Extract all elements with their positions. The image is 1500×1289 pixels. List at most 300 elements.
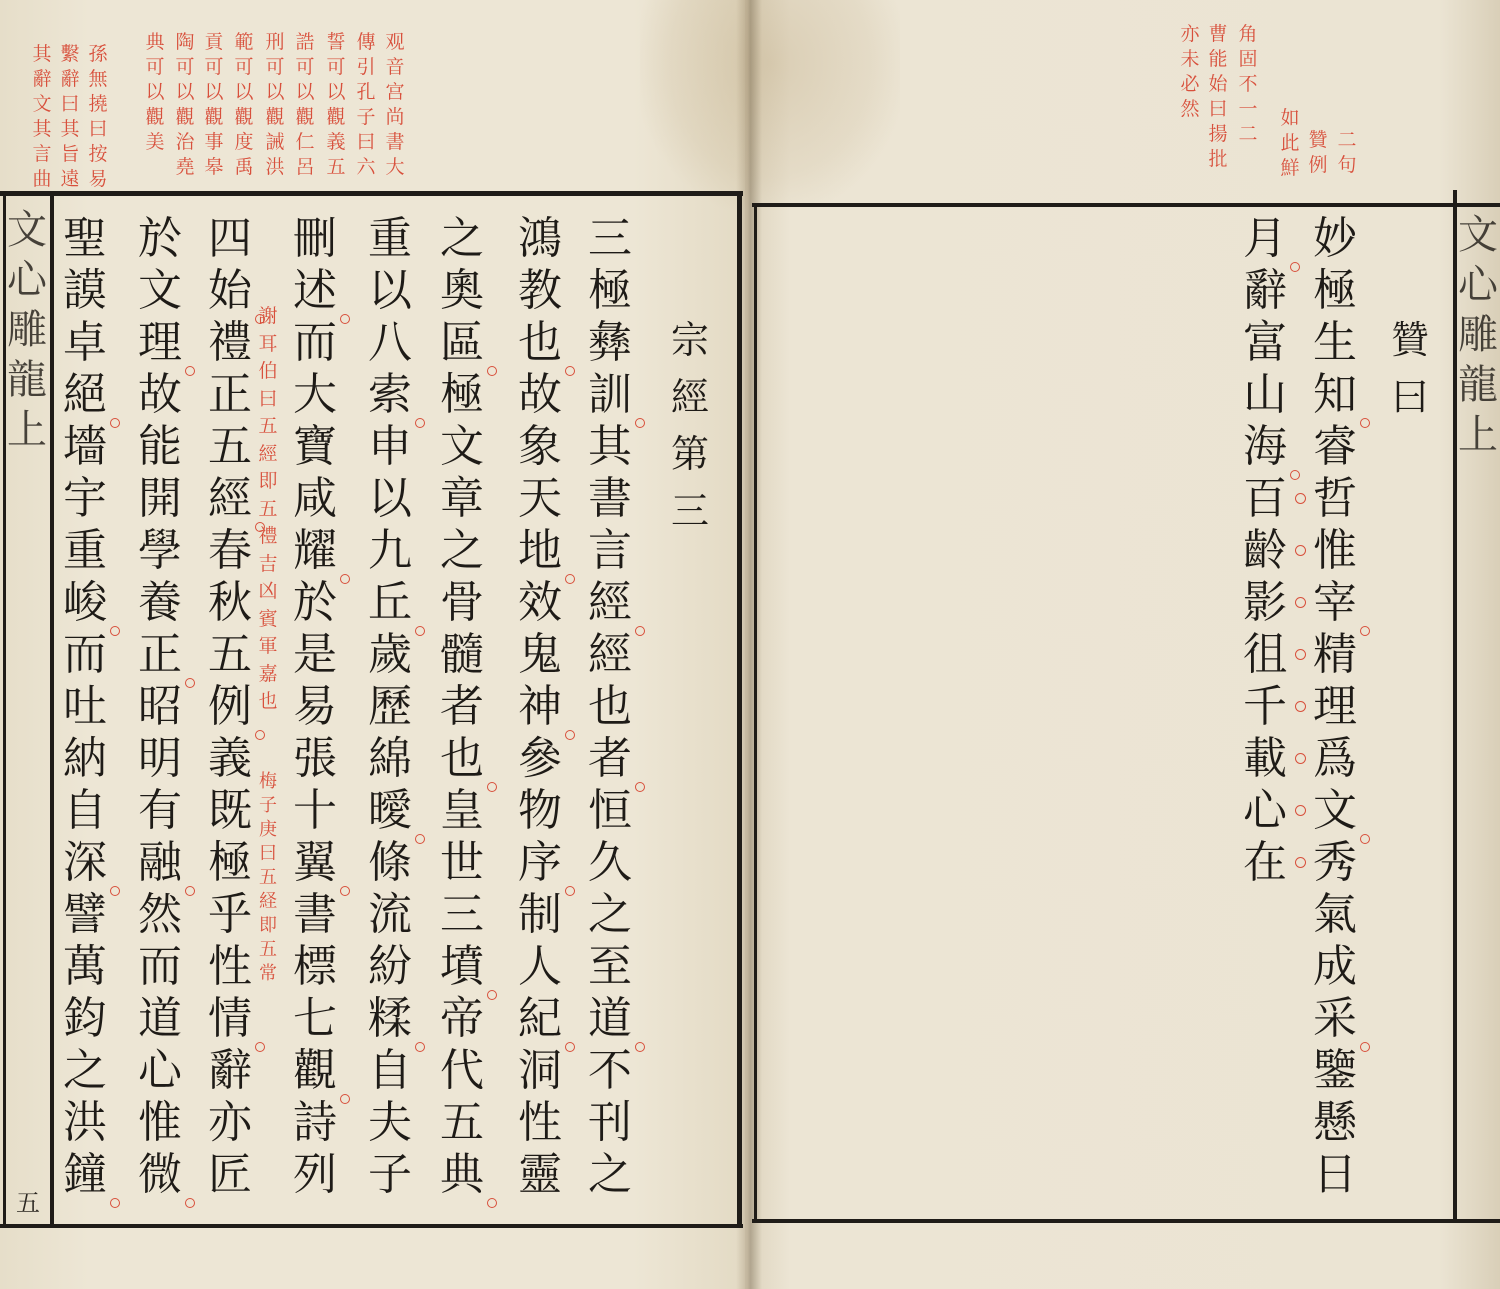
character: 能	[1208, 48, 1228, 70]
character: 文	[1305, 785, 1365, 837]
character: 仁	[295, 131, 315, 153]
character: 觀	[234, 106, 254, 128]
character: 三	[670, 489, 709, 533]
character: 之	[588, 889, 632, 940]
character: 度	[234, 131, 254, 153]
character: 觀	[145, 106, 165, 128]
text-column-3	[432, 213, 492, 1201]
character: 知	[1305, 369, 1365, 421]
character: 誓	[326, 31, 346, 53]
character: 養	[138, 577, 182, 628]
character: 觀	[326, 106, 346, 128]
character: 糅	[360, 993, 420, 1045]
character: 遠	[60, 168, 80, 190]
character: 凶	[258, 580, 278, 602]
character: 易	[293, 681, 337, 732]
character: 曲	[32, 168, 52, 190]
character: 子	[368, 1149, 412, 1200]
text-column-5	[285, 213, 345, 1201]
character: 其	[32, 118, 52, 140]
character: 納	[63, 733, 107, 784]
character: 紛	[368, 941, 412, 992]
character: 物	[518, 785, 562, 836]
character: 象	[518, 421, 562, 472]
character: 曰	[88, 118, 108, 140]
punctuation-circle	[110, 1198, 120, 1208]
character: 徂	[1235, 629, 1295, 681]
top-annotation-right-2	[1304, 128, 1332, 178]
character: 撓	[88, 93, 108, 115]
text-column-8	[55, 213, 115, 1201]
character: 丘	[360, 577, 420, 629]
character: 制	[518, 889, 562, 940]
character: 鮮	[1280, 157, 1300, 179]
character: 五	[326, 156, 346, 178]
character: 者	[440, 681, 484, 732]
character: 第	[670, 432, 709, 476]
character: 其	[588, 421, 632, 472]
zan-column-2	[1235, 213, 1295, 889]
top-annotation-left-1	[381, 30, 409, 180]
character: 以	[204, 81, 224, 103]
character: 軍	[258, 635, 278, 657]
character: 曰	[60, 93, 80, 115]
left-bottom-rule	[0, 1224, 743, 1228]
right-margin-rule	[1453, 190, 1457, 1221]
character: 嘉	[258, 662, 278, 685]
character: 三	[440, 889, 484, 940]
character: 經	[258, 442, 278, 465]
character: 日	[1313, 1149, 1357, 1200]
character: 龍	[1458, 362, 1498, 408]
character: 始	[1208, 73, 1228, 95]
character: 宰	[1305, 577, 1365, 629]
character: 孫	[88, 43, 108, 65]
right-margin-title	[1458, 210, 1498, 460]
character: 地	[510, 525, 570, 577]
character: 彝	[588, 317, 632, 368]
character: 以	[368, 265, 412, 316]
character: 謨	[63, 265, 107, 316]
character: 刪	[293, 213, 337, 264]
character: 心	[138, 1045, 182, 1096]
character: 睿	[1313, 421, 1357, 472]
character: 山	[1243, 369, 1287, 420]
character: 天	[518, 473, 562, 524]
character: 五	[440, 1097, 484, 1148]
character: 八	[368, 317, 412, 368]
character: 咸	[293, 473, 337, 524]
character: 至	[588, 941, 632, 992]
character: 其	[32, 43, 52, 65]
character: 微	[130, 1149, 190, 1201]
character: 紀	[510, 993, 570, 1045]
character: 曰	[1390, 375, 1429, 419]
top-annotation-right-1	[1333, 128, 1361, 178]
character: 極	[588, 265, 632, 316]
character: 心	[1458, 262, 1498, 308]
character: 呂	[295, 156, 315, 178]
character: 恒	[588, 785, 632, 836]
character: 富	[1243, 317, 1287, 368]
character: 观	[385, 31, 405, 53]
character: 影	[1235, 577, 1295, 629]
character: 固	[1238, 48, 1258, 70]
character: 千	[1235, 681, 1295, 733]
punctuation-circle	[185, 1198, 195, 1208]
character: 參	[518, 733, 562, 784]
character: 以	[145, 81, 165, 103]
character: 故	[138, 369, 182, 420]
character: 洪	[63, 1097, 107, 1148]
character: 七	[293, 993, 337, 1044]
character: 経	[259, 891, 277, 912]
character: 精	[1313, 629, 1357, 680]
character: 夫	[368, 1097, 412, 1148]
character: 重	[368, 213, 412, 264]
character: 昭	[138, 681, 182, 732]
character: 哲	[1313, 473, 1357, 524]
character: 鈞	[63, 993, 107, 1044]
character: 旨	[60, 143, 80, 165]
character: 義	[208, 733, 252, 784]
left-right-rule	[737, 193, 742, 1227]
character: 道	[138, 993, 182, 1044]
character: 可	[265, 56, 285, 78]
character: 曰	[259, 843, 277, 864]
character: 可	[234, 56, 254, 78]
top-annotation-right-5	[1204, 22, 1232, 172]
character: 以	[265, 81, 285, 103]
emphasis-circle	[1295, 857, 1306, 868]
character: 經	[588, 629, 632, 680]
character: 無	[88, 68, 108, 90]
character: 吐	[63, 681, 107, 732]
character: 之	[63, 1045, 107, 1096]
character: 五	[258, 415, 278, 437]
character: 可	[145, 56, 165, 78]
character: 曰	[258, 387, 278, 410]
character: 洪	[265, 156, 285, 178]
character: 鑒	[1313, 1045, 1357, 1096]
character: 人	[518, 941, 562, 992]
character: 五	[259, 939, 277, 960]
character: 宇	[63, 473, 107, 524]
character: 也	[258, 690, 278, 712]
character: 翼	[285, 837, 345, 889]
character: 言	[32, 143, 52, 165]
character: 未	[1180, 48, 1200, 70]
chapter-title	[660, 312, 720, 540]
character: 氣	[1313, 889, 1357, 940]
character: 鐘	[55, 1149, 115, 1201]
character: 而	[293, 317, 337, 368]
top-annotation-left-11	[56, 42, 84, 192]
text-column-2	[510, 213, 570, 1201]
character: 標	[293, 941, 337, 992]
character: 於	[293, 577, 337, 628]
character: 禮	[258, 525, 278, 547]
character: 子	[259, 795, 277, 816]
character: 自	[63, 785, 107, 836]
character: 美	[145, 131, 165, 153]
character: 代	[440, 1045, 484, 1096]
character: 辭	[208, 1045, 252, 1096]
character: 訓	[580, 369, 640, 421]
character: 正	[130, 629, 190, 681]
character: 辭	[60, 68, 80, 90]
character: 深	[55, 837, 115, 889]
character: 孔	[356, 81, 376, 103]
character: 禹	[234, 156, 254, 178]
character: 三	[588, 213, 632, 264]
character: 惟	[138, 1097, 182, 1148]
character: 陶	[175, 31, 195, 53]
character: 不	[588, 1045, 632, 1096]
character: 大	[293, 369, 337, 420]
character: 條	[368, 837, 412, 888]
character: 張	[293, 733, 337, 784]
character: 於	[138, 213, 182, 264]
character: 月	[1235, 213, 1295, 265]
character: 理	[1313, 681, 1357, 732]
text-column-7	[130, 213, 190, 1201]
character: 序	[510, 837, 570, 889]
character: 之	[440, 525, 484, 576]
top-annotation-left-9	[141, 30, 169, 155]
character: 宫	[385, 81, 405, 103]
character: 融	[130, 837, 190, 889]
character: 書	[588, 473, 632, 524]
character: 引	[356, 56, 376, 78]
character: 齡	[1235, 525, 1295, 577]
character: 四	[208, 213, 252, 264]
character: 神	[510, 681, 570, 733]
character: 既	[208, 785, 252, 836]
character: 典	[145, 31, 165, 53]
character: 刊	[588, 1097, 632, 1148]
character: 始	[200, 265, 260, 317]
character: 帝	[440, 993, 484, 1044]
character: 譬	[63, 889, 107, 940]
character: 可	[175, 56, 195, 78]
character: 如	[1280, 107, 1300, 129]
character: 惟	[1313, 525, 1357, 576]
character: 以	[175, 81, 195, 103]
character: 五	[208, 629, 252, 680]
character: 歲	[368, 629, 412, 680]
character: 成	[1313, 941, 1357, 992]
character: 效	[518, 577, 562, 628]
character: 開	[138, 473, 182, 524]
character: 申	[368, 421, 412, 472]
character: 六	[356, 156, 376, 178]
character: 歷	[368, 681, 412, 732]
character: 寶	[293, 421, 337, 472]
character: 教	[518, 265, 562, 316]
character: 然	[138, 889, 182, 940]
character: 心	[1235, 785, 1295, 837]
character: 九	[368, 525, 412, 576]
character: 載	[1235, 733, 1295, 785]
character: 典	[432, 1149, 492, 1201]
character: 也	[588, 681, 632, 732]
character: 即	[258, 470, 278, 492]
character: 耀	[285, 525, 345, 577]
character: 也	[432, 733, 492, 785]
character: 然	[1180, 98, 1200, 120]
character: 經	[580, 577, 640, 629]
character: 久	[588, 837, 632, 888]
character: 龍	[7, 357, 47, 403]
character: 子	[356, 106, 376, 128]
character: 墻	[63, 421, 107, 472]
character: 例	[200, 681, 260, 733]
character: 可	[204, 56, 224, 78]
character: 亦	[1180, 23, 1200, 45]
character: 謝	[258, 305, 278, 327]
zan-heading	[1380, 312, 1440, 426]
top-annotation-right-4	[1234, 22, 1262, 147]
character: 述	[285, 265, 345, 317]
character: 吉	[258, 552, 278, 575]
character: 經	[670, 375, 709, 419]
character: 庚	[259, 819, 277, 840]
character: 觀	[285, 1045, 345, 1097]
character: 是	[293, 629, 337, 680]
character: 言	[588, 525, 632, 576]
character: 曖	[360, 785, 420, 837]
character: 上	[7, 407, 47, 453]
top-annotation-left-4	[291, 30, 319, 180]
character: 觀	[295, 106, 315, 128]
text-column-4	[360, 213, 420, 1201]
character: 秀	[1313, 837, 1357, 888]
page-number: 五	[16, 1189, 40, 1217]
character: 懸	[1313, 1097, 1357, 1148]
character: 義	[326, 131, 346, 153]
character: 雕	[1458, 312, 1498, 358]
character: 曹	[1208, 23, 1228, 45]
character: 正	[208, 369, 252, 420]
character: 辭	[32, 68, 52, 90]
character: 五	[259, 867, 277, 888]
character: 鬼	[518, 629, 562, 680]
character: 誥	[295, 31, 315, 53]
character: 區	[432, 317, 492, 369]
character: 易	[88, 168, 108, 190]
character: 此	[1280, 132, 1300, 154]
character: 生	[1313, 317, 1357, 368]
character: 文	[7, 207, 47, 253]
character: 批	[1208, 148, 1228, 170]
character: 以	[234, 81, 254, 103]
character: 二	[1238, 123, 1258, 145]
character: 二	[1337, 129, 1357, 151]
character: 峻	[55, 577, 115, 629]
character: 音	[385, 56, 405, 78]
character: 按	[88, 143, 108, 165]
character: 繫	[60, 43, 80, 65]
character: 誡	[265, 131, 285, 153]
character: 之	[440, 213, 484, 264]
emphasis-circle	[1295, 545, 1306, 556]
character: 心	[7, 257, 47, 303]
emphasis-circle	[1295, 597, 1306, 608]
character: 雕	[7, 307, 47, 353]
inline-annotation-2	[255, 770, 281, 986]
character: 故	[518, 369, 562, 420]
top-annotation-left-6	[230, 30, 258, 180]
left-margin-rule	[50, 193, 54, 1227]
character: 範	[234, 31, 254, 53]
character: 亦	[208, 1097, 252, 1148]
top-annotation-left-10	[84, 42, 112, 192]
character: 文	[32, 93, 52, 115]
character: 在	[1235, 837, 1295, 889]
character: 極	[440, 369, 484, 420]
left-margin-title	[5, 205, 49, 455]
character: 列	[293, 1149, 337, 1200]
character: 世	[440, 837, 484, 888]
character: 其	[60, 118, 80, 140]
character: 角	[1238, 23, 1258, 45]
character: 海	[1235, 421, 1295, 473]
character: 事	[204, 131, 224, 153]
character: 也	[510, 317, 570, 369]
character: 可	[326, 56, 346, 78]
character: 贊	[1308, 129, 1328, 151]
top-annotation-left-7	[200, 30, 228, 180]
character: 能	[138, 421, 182, 472]
character: 采	[1305, 993, 1365, 1045]
emphasis-circle	[1295, 753, 1306, 764]
character: 傳	[356, 31, 376, 53]
character: 禮	[208, 317, 252, 368]
character: 觀	[265, 106, 285, 128]
character: 貢	[204, 31, 224, 53]
character: 五	[258, 497, 278, 520]
character: 性	[208, 941, 252, 992]
character: 秋	[208, 577, 252, 628]
character: 以	[295, 81, 315, 103]
character: 文	[1458, 212, 1498, 258]
character: 奧	[440, 265, 484, 316]
character: 章	[440, 473, 484, 524]
character: 五	[208, 421, 252, 472]
punctuation-circle	[487, 1198, 497, 1208]
character: 梅	[259, 771, 277, 792]
character: 例	[1308, 154, 1328, 176]
water-stain	[640, 0, 900, 210]
character: 可	[295, 56, 315, 78]
top-annotation-right-6	[1176, 22, 1204, 122]
character: 靈	[518, 1149, 562, 1200]
character: 者	[580, 733, 640, 785]
character: 自	[368, 1045, 412, 1096]
character: 髓	[440, 629, 484, 680]
character: 必	[1180, 73, 1200, 95]
character: 爲	[1313, 733, 1357, 784]
emphasis-circle	[1295, 649, 1306, 660]
character: 以	[326, 81, 346, 103]
character: 大	[385, 156, 405, 178]
character: 揚	[1208, 123, 1228, 145]
character: 極	[208, 837, 252, 888]
character: 常	[259, 963, 277, 984]
character: 觀	[175, 106, 195, 128]
character: 明	[138, 733, 182, 784]
